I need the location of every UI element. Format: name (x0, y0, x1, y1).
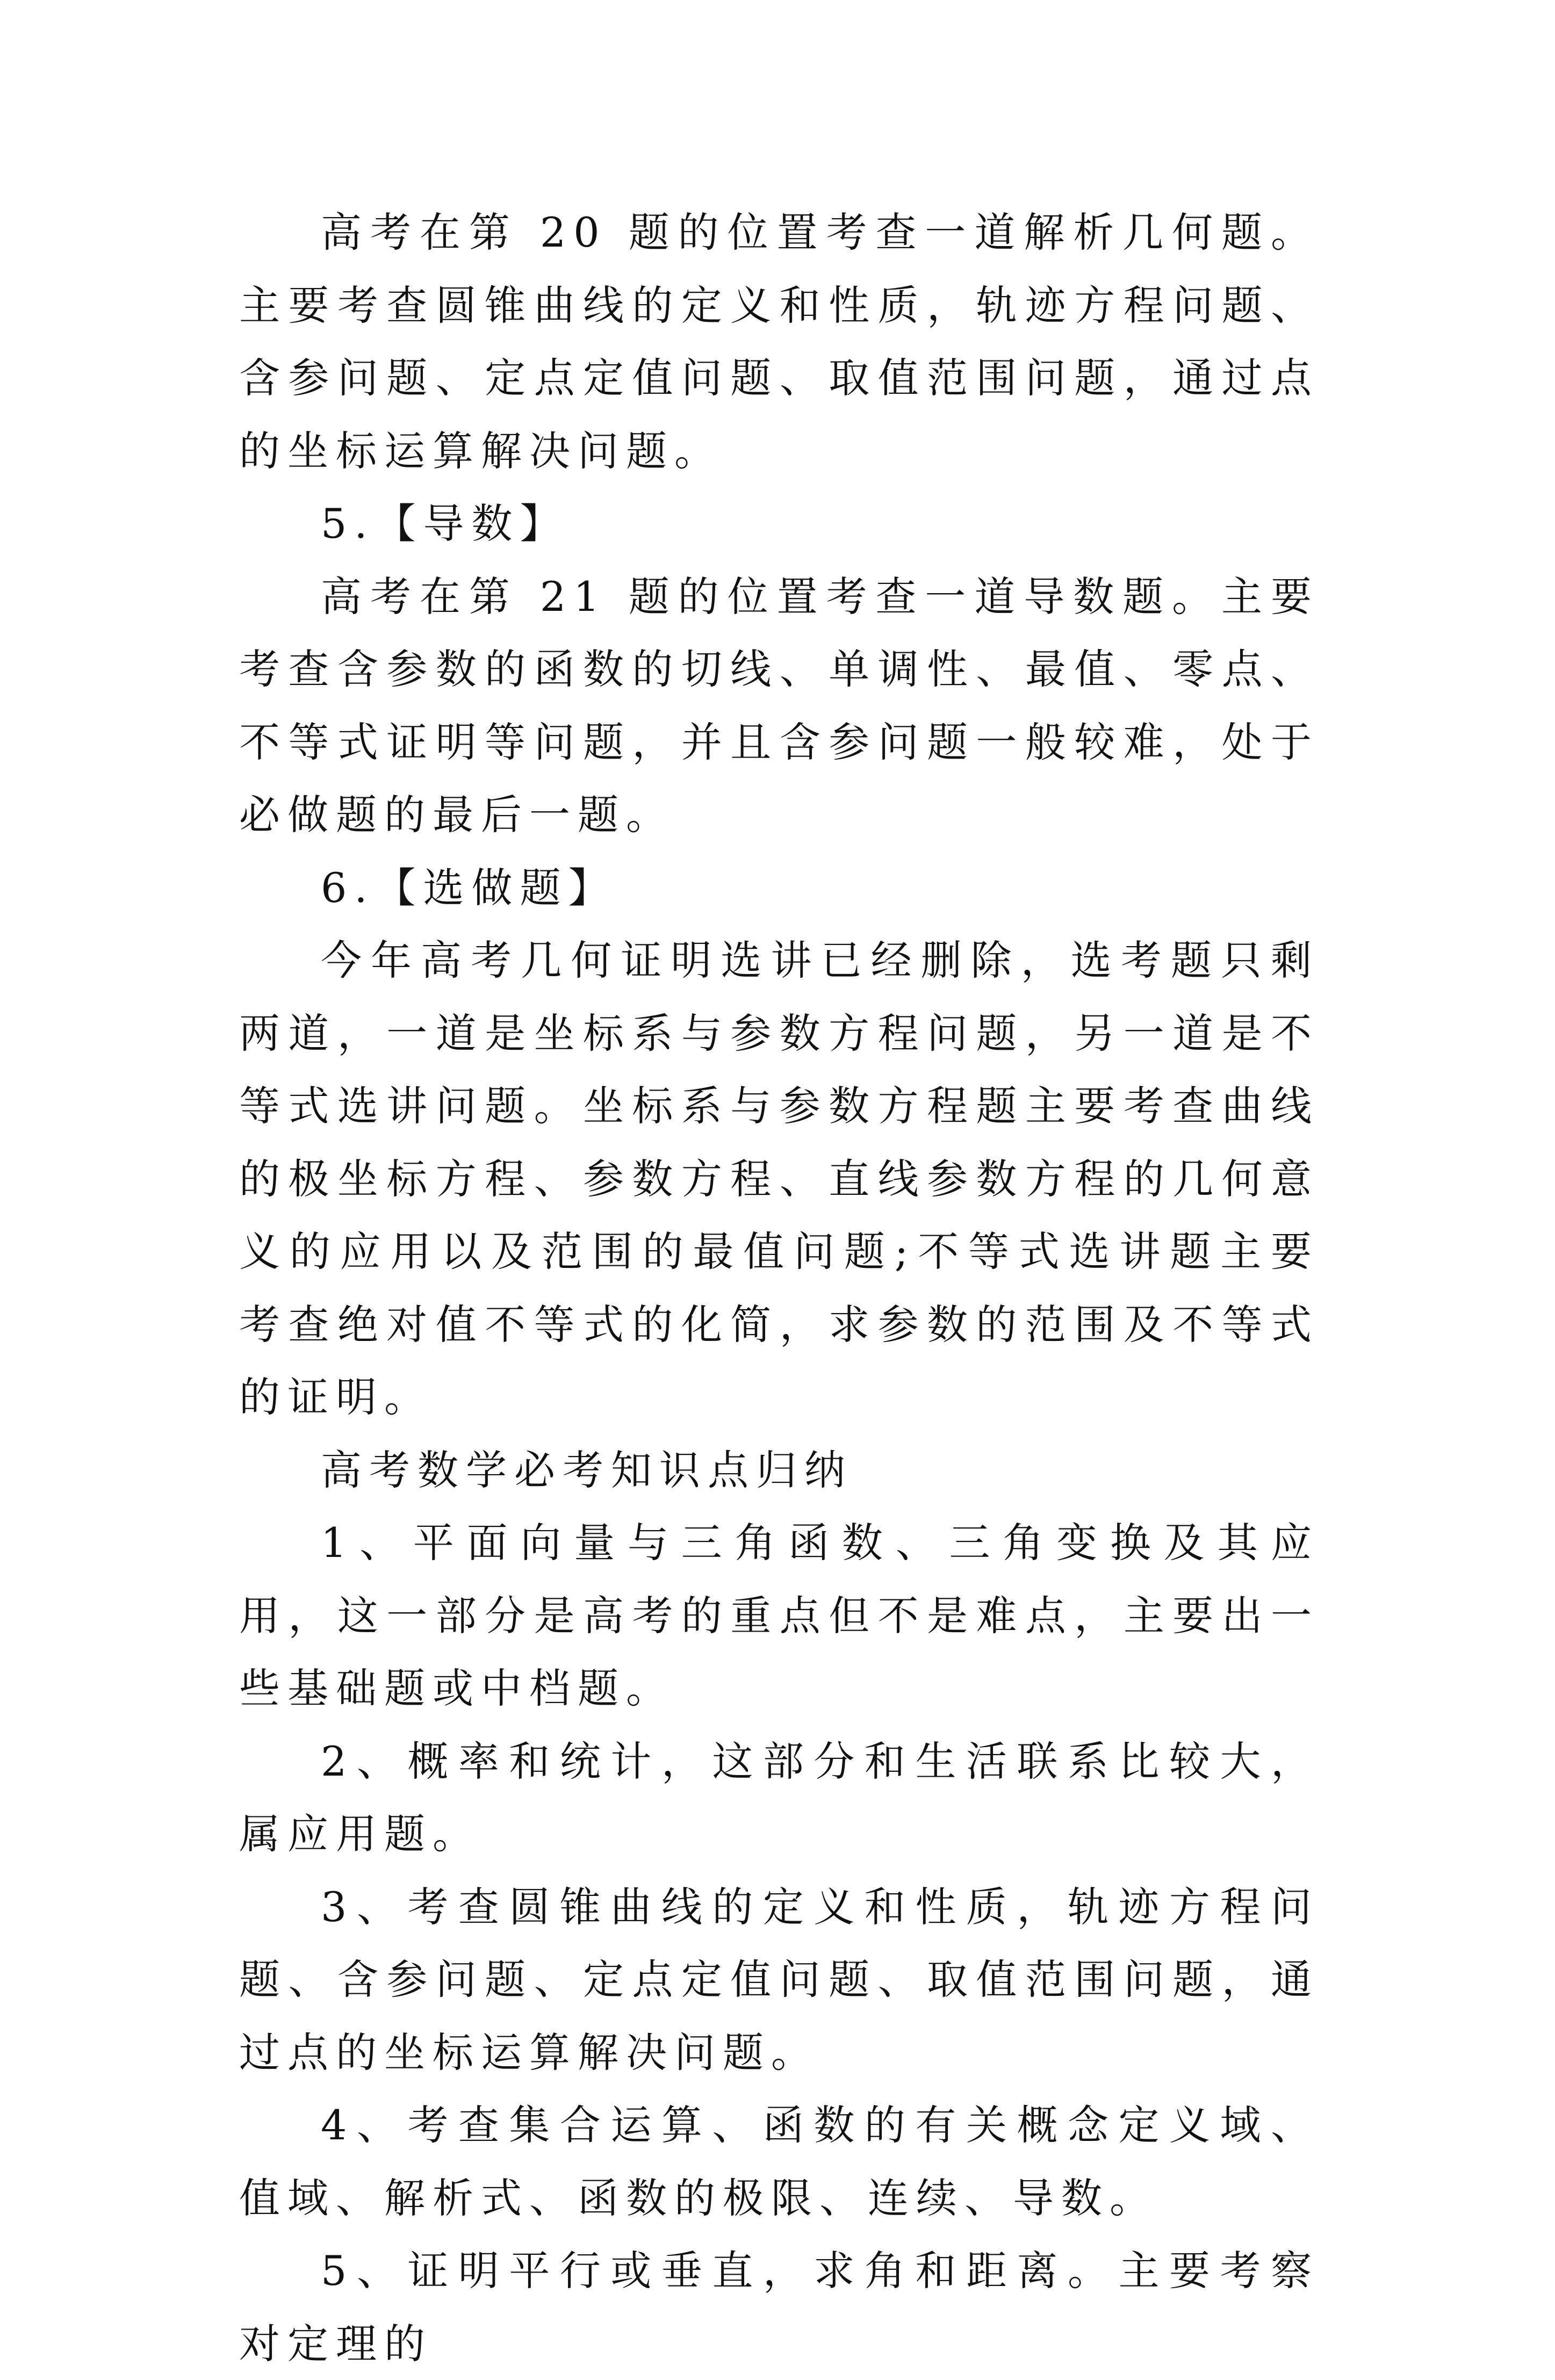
heading-knowledge-points: 高考数学必考知识点归纳 (321, 1446, 853, 1494)
paragraph-point-1: 1、平面向量与三角函数、三角变换及其应用，这一部分是高考的重点但不是难点，主要出一些基础题或中档题。 (239, 1519, 1319, 1712)
paragraph-point-5: 5、证明平行或垂直，求角和距离。主要考察对定理的 (239, 2247, 1319, 2368)
paragraph-q20: 高考在第 20 题的位置考查一道解析几何题。主要考查圆锥曲线的定义和性质，轨迹方程问题、含参问题、定点定值问题、取值范围问题，通过点的坐标运算解决问题。 (239, 208, 1319, 475)
paragraph-q21: 高考在第 21 题的位置考查一道导数题。主要考查含参数的函数的切线、单调性、最值、零点、不等式证明等问题，并且含参问题一般较难，处于必做题的最后一题。 (239, 572, 1319, 839)
document-body (239, 196, 1319, 2380)
heading-derivative: 5.【导数】 (321, 500, 568, 547)
paragraph-elective: 今年高考几何证明选讲已经删除，选考题只剩两道，一道是坐标系与参数方程问题，另一道是不等式选讲问题。坐标系与参数方程题主要考查曲线的极坐标方程、参数方程、直线参数方程的几何意义的应用以及范围的最值问题;不等式选讲题主要考查绝对值不等式的化简，求参数的范围及不等式的证明。 (239, 936, 1319, 1421)
paragraph-point-3: 3、考查圆锥曲线的定义和性质，轨迹方程问题、含参问题、定点定值问题、取值范围问题，通过点的坐标运算解决问题。 (239, 1883, 1319, 2076)
paragraph-point-4: 4、考查集合运算、函数的有关概念定义域、值域、解析式、函数的极限、连续、导数。 (239, 2101, 1319, 2222)
paragraph-point-2: 2、概率和统计，这部分和生活联系比较大，属应用题。 (239, 1737, 1319, 1858)
heading-elective: 6.【选做题】 (321, 863, 617, 912)
